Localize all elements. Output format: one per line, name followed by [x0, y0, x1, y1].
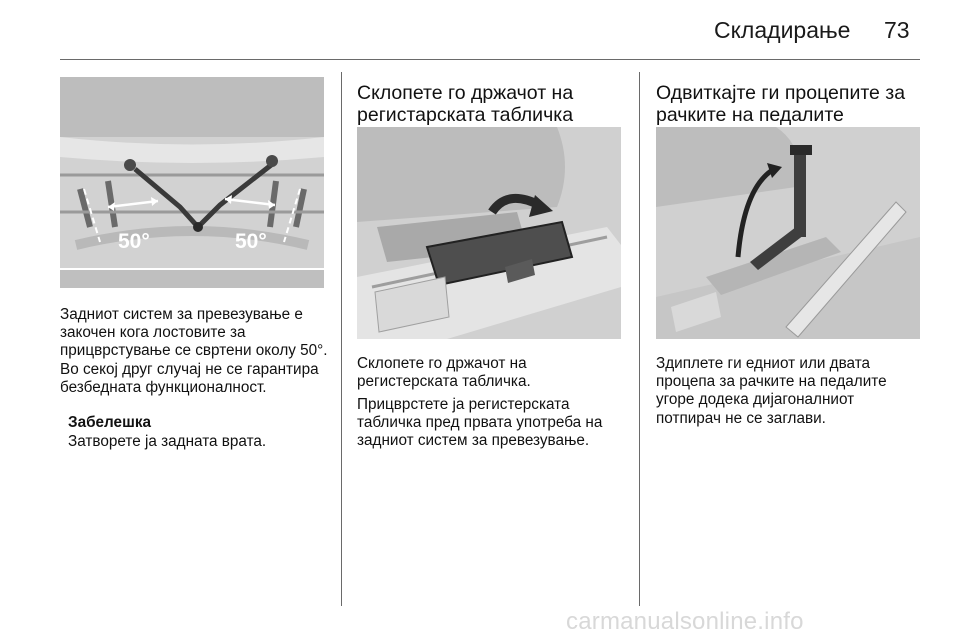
- angle-label-right: 50°: [235, 230, 267, 253]
- column-divider-left: [341, 72, 342, 606]
- page-number: 73: [884, 17, 910, 43]
- pedal-slots-illustration: [656, 127, 920, 339]
- figure-license-plate-holder: [357, 127, 621, 339]
- left-paragraph: Задниот систем за превезување е закочен кога лостовите за прицврстување се свртени околу 50°. Во секој друг случај не се гарантира безбедната функционалност.: [60, 306, 328, 396]
- page-header-title: Складирање: [714, 17, 851, 43]
- angle-label-left: 50°: [118, 230, 150, 253]
- middle-paragraph-1: Склопете го држачот на регистерската табличка.: [357, 355, 531, 391]
- right-paragraph: Здиплете ги едниот или двата процепа за рачките на педалите угоре додека дијагоналниот потпирач не се заглави.: [656, 355, 887, 427]
- note-title: Забелешка: [68, 414, 151, 431]
- license-plate-holder-illustration: [357, 127, 621, 339]
- note-text: Затворете ја задната врата.: [68, 433, 267, 450]
- locking-levers-illustration: [60, 77, 324, 288]
- watermark: carmanualsonline.info: [566, 608, 804, 635]
- right-heading: Одвиткајте ги процепите за рачките на педалите: [656, 82, 906, 126]
- middle-heading: Склопете го држачот на регистарската табличка: [357, 82, 574, 126]
- figure-pedal-slots: [656, 127, 920, 339]
- figure-locking-levers: [60, 77, 324, 288]
- column-divider-right: [639, 72, 640, 606]
- middle-paragraph-2: Прицврстете ја регистерската табличка пред првата употреба на задниот систем за превезување.: [357, 396, 603, 450]
- header-rule: [60, 59, 920, 60]
